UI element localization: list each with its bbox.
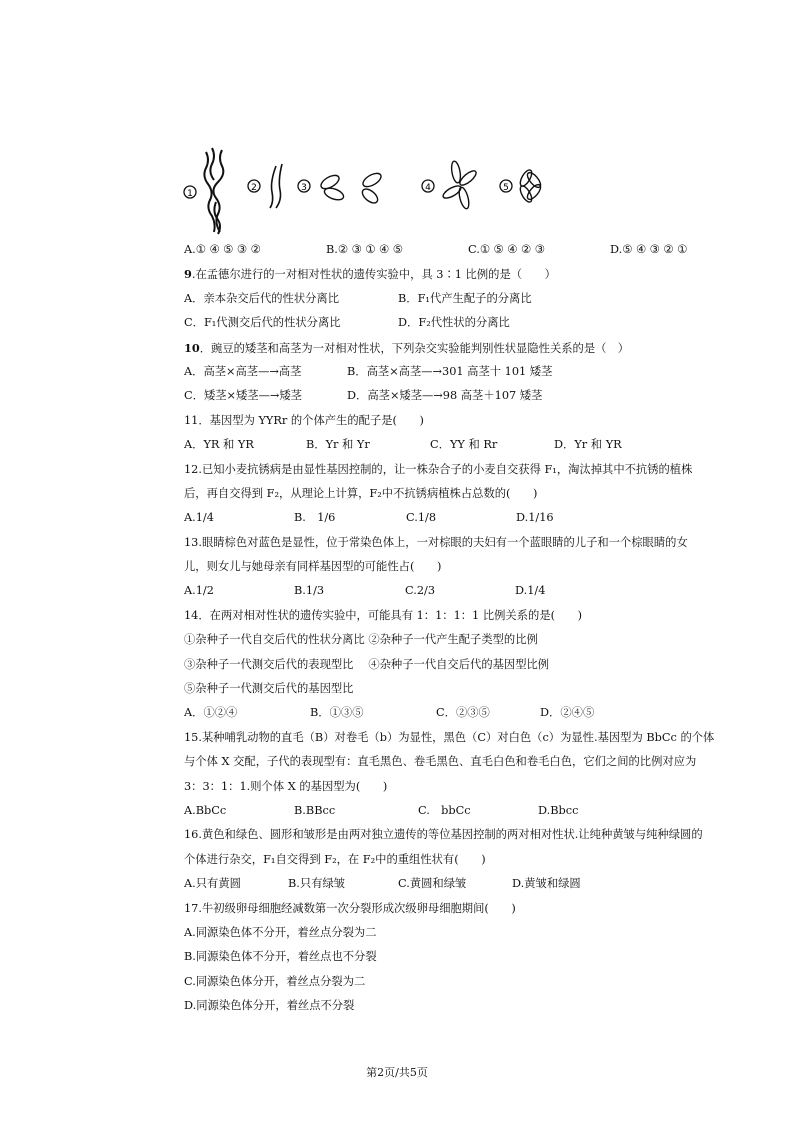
q12-option-d: D.1/16 [516, 511, 554, 525]
q16-stem-line2: 个体进行杂交，F₁自交得到 F₂，在 F₂中的重组性状有( ) [184, 852, 486, 866]
q12-options [184, 506, 784, 530]
q16-option-b: B.只有绿皱 [288, 877, 346, 891]
q16-option-a: A.只有黄圆 [184, 877, 241, 891]
q9-options-row1 [184, 287, 784, 311]
q17-option-d: D.同源染色体分开，着丝点不分裂 [184, 999, 355, 1013]
q13-stem-line2: 儿，则女儿与她母亲有同样基因型的可能性占( ) [184, 560, 442, 574]
q9-stem [184, 262, 784, 286]
q13-options [184, 579, 784, 603]
q13-option-d: D.1/4 [515, 584, 546, 598]
q16-options [184, 872, 784, 896]
q8-option-a: A.① ④ ⑤ ③ ② [184, 243, 261, 256]
chromosome-shape-4 [441, 160, 478, 209]
q11-options [184, 433, 784, 457]
question-list [184, 238, 784, 1019]
chromosome-shape-1 [204, 148, 223, 234]
figure-label-5: 5 [503, 183, 509, 193]
q8-option-c: C.① ⑤ ④ ② ③ [468, 243, 545, 256]
q16-stem-line1: 16.黄色和绿色、圆形和皱形是由两对独立遗传的等位基因控制的两对相对性状.让纯种黄皱与纯种绿圆的 [184, 828, 703, 842]
chromosome-figure [176, 142, 548, 236]
q14-option-b: B．①③⑤ [310, 706, 364, 720]
q15-stem-line3: 3：3：1：1.则个体 X 的基因型为( ) [184, 779, 388, 793]
q14-item-3: ⑤杂种子一代测交后代的基因型比 [184, 682, 354, 696]
q11-option-c: C．YY 和 Rr [430, 438, 498, 452]
q14-option-c: C．②③⑤ [436, 706, 490, 720]
q10-option-a: A．高茎×高茎—→高茎 [184, 364, 302, 378]
chromosome-shape-2 [270, 164, 282, 208]
q13-option-b: B.1/3 [294, 584, 325, 598]
q16-option-d: D.黄皱和绿圆 [512, 877, 581, 891]
figure-labels-hidden: ①②③④⑤ [176, 142, 181, 143]
q15-option-d: D.Bbcc [538, 803, 579, 817]
q10-stem [184, 336, 784, 360]
q15-stem-line2: 与个体 X 交配，子代的表现型有：直毛黑色、卷毛黑色、直毛白色和卷毛白色，它们之间的比例对应为 [184, 755, 697, 769]
q13-option-c: C.2/3 [405, 584, 436, 598]
q11-option-a: A．YR 和 YR [184, 438, 254, 452]
q16-option-c: C.黄圆和绿皱 [398, 877, 467, 891]
page-footer: 第2页/共5页 [366, 1066, 428, 1079]
q10-text: ．豌豆的矮茎和高茎为一对相对性状，下列杂交实验能判别性状显隐性关系的是（ ） [199, 341, 630, 355]
q14-stem: 14．在两对相对性状的遗传实验中，可能具有 1：1：1：1 比例关系的是( ) [184, 608, 583, 622]
q15-option-b: B.BBcc [294, 803, 336, 817]
q14-item-2: ③杂种子一代测交后代的表现型比 ④杂种子一代自交后代的基因型比例 [184, 657, 550, 671]
q9-number: 9 [184, 267, 192, 282]
q13-option-a: A.1/2 [184, 584, 214, 598]
q15-stem-line1: 15.某种哺乳动物的直毛（B）对卷毛（b）为显性，黑色（C）对白色（c）为显性.基因型为 BbCc 的个体 [184, 730, 715, 744]
q11-option-d: D．Yr 和 YR [554, 438, 622, 452]
figure-label-2: 2 [251, 183, 257, 193]
q14-item-1: ①杂种子一代自交后代的性状分离比 ②杂种子一代产生配子类型的比例 [184, 633, 538, 647]
q14-options [184, 701, 784, 725]
q14-option-d: D．②④⑤ [540, 706, 595, 720]
q17-option-a: A.同源染色体不分开，着丝点分裂为二 [184, 925, 377, 939]
chromosome-shape-3 [319, 171, 383, 206]
q11-option-b: B．Yr 和 Yr [306, 438, 370, 452]
q12-stem-line1: 12.已知小麦抗锈病是由显性基因控制的，让一株杂合子的小麦自交获得 F₁，淘汰掉其中不抗锈的植株 [184, 462, 693, 476]
q9-option-d: D．F₂代性状的分离比 [398, 316, 510, 330]
q9-option-b: B．F₁代产生配子的分离比 [398, 291, 532, 305]
q8-options [184, 238, 784, 262]
q11-stem: 11．基因型为 YYRr 的个体产生的配子是( ) [184, 413, 424, 427]
q10-number: 10 [184, 340, 200, 355]
q14-option-a: A．①②④ [184, 706, 238, 720]
q12-option-a: A.1/4 [184, 511, 214, 525]
q10-option-b: B．高茎×高茎—→301 高茎十 101 矮茎 [347, 364, 553, 378]
q10-option-d: D．高茎×矮茎—→98 高茎＋107 矮茎 [347, 389, 543, 403]
q8-option-d: D.⑤ ④ ③ ② ① [610, 243, 688, 256]
q12-option-b: B. 1/6 [294, 511, 336, 525]
q13-stem-line1: 13.眼睛棕色对蓝色是显性，位于常染色体上，一对棕眼的夫妇有一个蓝眼睛的儿子和一个棕眼睛的女 [184, 535, 688, 549]
q10-options-row2 [184, 384, 784, 408]
q15-option-c: C. bbCc [418, 803, 471, 817]
q17-option-b: B.同源染色体不分开，着丝点也不分裂 [184, 950, 377, 964]
q17-stem: 17.牛初级卵母细胞经减数第一次分裂形成次级卵母细胞期间( ) [184, 901, 516, 915]
q10-option-c: C．矮茎×矮茎—→矮茎 [184, 389, 302, 403]
q12-stem-line2: 后，再自交得到 F₂，从理论上计算，F₂中不抗锈病植株占总数的( ) [184, 486, 538, 500]
figure-label-3: 3 [301, 183, 307, 193]
q9-option-a: A．亲本杂交后代的性状分离比 [184, 291, 340, 305]
q15-options [184, 799, 784, 823]
figure-label-1: 1 [187, 189, 193, 199]
q9-option-c: C．F₁代测交后代的性状分离比 [184, 316, 341, 330]
q8-option-b: B.② ③ ① ④ ⑤ [326, 243, 403, 256]
q9-options-row2 [184, 311, 784, 335]
q15-option-a: A.BbCc [184, 803, 227, 817]
chromosome-shape-5 [518, 168, 543, 204]
q17-option-c: C.同源染色体分开，着丝点分裂为二 [184, 974, 366, 988]
q10-options-row1 [184, 360, 784, 384]
q9-text: .在孟德尔进行的一对相对性状的遗传实验中，具 3∶1 比例的是（ ） [191, 268, 556, 282]
q12-option-c: C.1/8 [406, 511, 437, 525]
figure-label-4: 4 [425, 183, 431, 193]
